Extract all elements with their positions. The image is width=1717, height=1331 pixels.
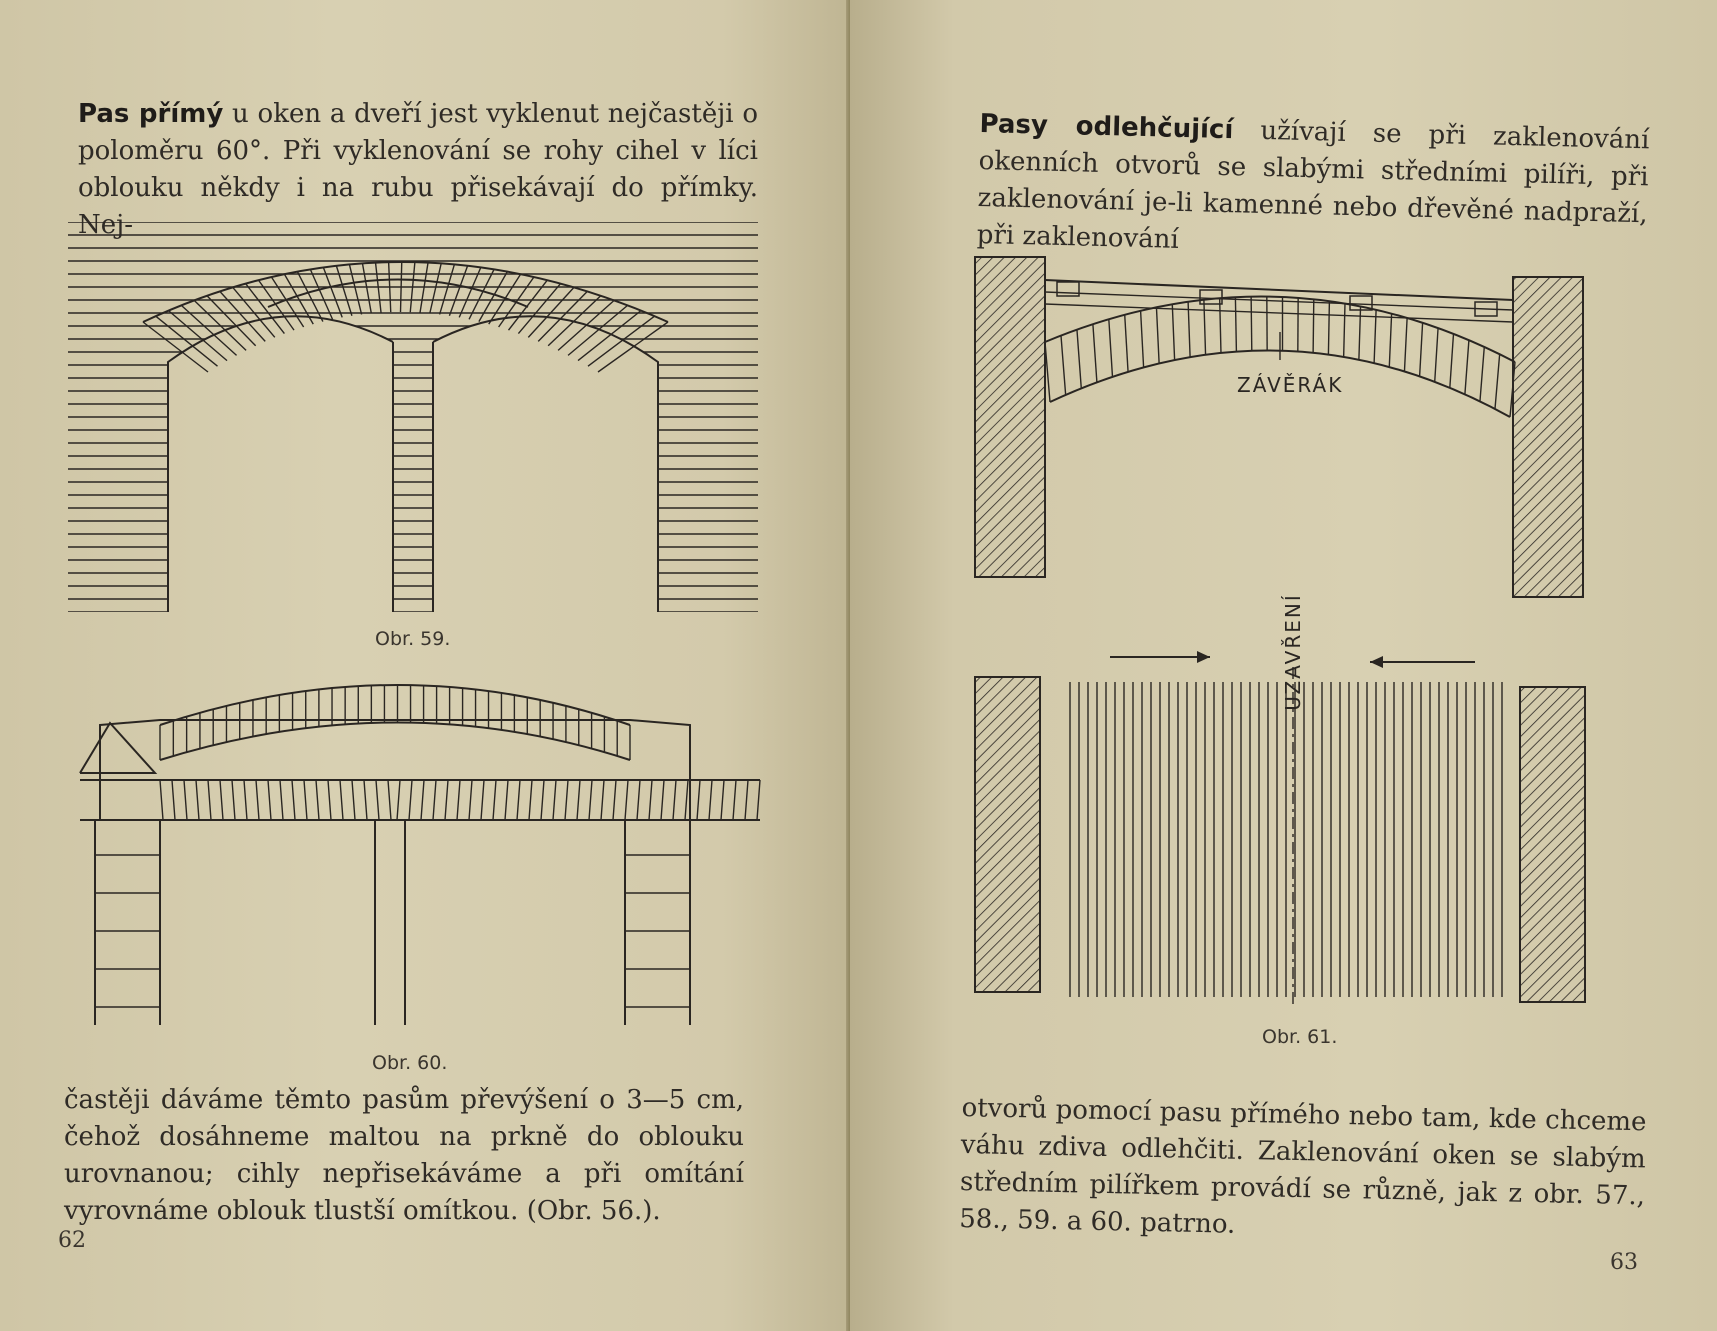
arrow-left-head — [1370, 656, 1383, 668]
hatch-line — [352, 780, 355, 820]
hatch-line — [578, 311, 641, 361]
hatch-line — [268, 780, 271, 820]
hatch-line — [577, 780, 580, 820]
hatch-line — [184, 780, 187, 820]
hatch-line — [517, 780, 520, 820]
hatch-line — [397, 780, 400, 820]
left-arch-intrados — [168, 316, 393, 612]
hatch-line — [589, 780, 592, 820]
hatch-line — [409, 780, 412, 820]
hatch-line — [208, 780, 211, 820]
hatch-line — [1495, 354, 1500, 409]
left-wall-elevation — [975, 257, 1045, 577]
left-springer — [80, 723, 155, 773]
closure-label: UZAVŘENÍ — [1281, 593, 1305, 711]
hatch-line — [1465, 340, 1469, 394]
hatch-line — [304, 780, 307, 820]
hatch-line — [1374, 310, 1376, 363]
hatch-line — [310, 269, 332, 319]
hatch-line — [169, 311, 227, 361]
hatch-line — [757, 780, 760, 820]
hatch-line — [625, 780, 628, 820]
hatch-line — [685, 780, 688, 820]
beam-end-1 — [1057, 282, 1079, 296]
hatch-line — [1435, 328, 1438, 382]
hatch-line — [196, 780, 199, 820]
hatch-line — [1109, 319, 1113, 377]
hatch-line — [232, 780, 235, 820]
hatch-line — [1404, 318, 1407, 371]
hatch-line — [256, 780, 259, 820]
hatch-line — [1141, 311, 1144, 368]
hatch-line — [430, 263, 441, 313]
middle-mullion-60 — [375, 820, 405, 1025]
left-top-text: u oken a dveří jest vyklenut nejčastěji o poloměru 60°. Při vyklenování se rohy cihel v líci oblouku někdy i na rubu přisekávají do přímky. Nej- — [78, 99, 758, 240]
hatch-line — [401, 262, 402, 312]
hatch-line — [364, 780, 367, 820]
hatch-line — [1251, 297, 1252, 351]
keystone-label: ZÁVĚRÁK — [1237, 373, 1344, 397]
hatch-line — [349, 264, 361, 314]
middle-pier — [393, 342, 433, 612]
hatch-line — [156, 316, 218, 366]
hatch-line — [481, 780, 484, 820]
hatch-line — [292, 780, 295, 820]
right-top-paragraph — [976, 106, 1649, 270]
jamb-courses-60 — [95, 855, 690, 1007]
right-jamb-60 — [625, 820, 690, 1025]
hatch-line — [1061, 336, 1066, 395]
hatch-line — [673, 780, 676, 820]
hatch-line — [1156, 307, 1159, 363]
figure-61 — [975, 252, 1635, 1022]
hatch-line — [316, 780, 319, 820]
page-number-right: 63 — [1610, 1250, 1638, 1275]
hatch-line — [362, 263, 371, 313]
hatch-line — [457, 780, 460, 820]
hatch-line — [1420, 323, 1423, 377]
hatch-line — [271, 277, 303, 327]
hatch-line — [493, 780, 496, 820]
figure-59-caption: Obr. 59. — [375, 628, 451, 650]
hatch-line — [697, 780, 700, 820]
hatch-line — [1125, 315, 1128, 372]
hatch-line — [459, 267, 481, 317]
left-page — [0, 0, 850, 1331]
hatch-line — [433, 780, 436, 820]
hatch-line — [565, 780, 568, 820]
figure-60-caption: Obr. 60. — [372, 1052, 448, 1074]
hatch-line — [709, 780, 712, 820]
hatch-line — [1093, 324, 1097, 382]
hatch-line — [220, 780, 223, 820]
hatch-line — [637, 780, 640, 820]
plan-courses-61 — [1070, 682, 1502, 997]
hatch-line — [421, 780, 424, 820]
hatch-line — [1389, 314, 1391, 367]
hatch-line — [529, 780, 532, 820]
hatch-line — [1359, 306, 1361, 359]
hatch-line — [721, 780, 724, 820]
hatch-line — [445, 780, 448, 820]
hatch-line — [1204, 300, 1206, 355]
left-jamb-60 — [95, 820, 160, 1025]
hatch-line — [244, 780, 247, 820]
hatch-line — [661, 780, 664, 820]
left-wall-plan — [975, 677, 1040, 992]
hatch-line — [553, 780, 556, 820]
hatch-line — [160, 780, 163, 820]
left-bottom-paragraph: častěji dáváme těmto pasům převýšení o 3—5 cm, čehož dosáhneme maltou na prkně do oblouku urovnanou; cihly nepřisekáváme a při omítání vyrovnáme oblouk tlustší omítkou. (Obr. 56.). — [64, 1085, 744, 1226]
hatch-line — [1344, 304, 1345, 357]
hatch-line — [745, 780, 748, 820]
hatch-line — [328, 780, 331, 820]
right-top-text: užívají se při zaklenování okenních otvorů se slabými středními pilíři, při zaklenování je-li kamenné nebo dřevěné nadpraží, při zaklenování — [976, 115, 1650, 255]
relieving-arch-60-inner — [160, 723, 630, 761]
hatch-line — [541, 780, 544, 820]
hatch-line — [649, 780, 652, 820]
hatch-line — [1328, 301, 1329, 354]
figure-59 — [68, 222, 758, 612]
hatch-line — [388, 780, 391, 820]
hatch-line — [1077, 330, 1081, 389]
hatch-line — [172, 780, 175, 820]
hatch-line — [297, 272, 323, 322]
arrow-right-head — [1197, 651, 1210, 663]
left-lead-bold: Pas přímý — [78, 99, 224, 129]
hatch-line — [1235, 297, 1236, 351]
hatch-line — [505, 780, 508, 820]
right-lead-bold: Pasy odlehčující — [979, 108, 1234, 146]
hatch-line — [613, 780, 616, 820]
right-wall-plan — [1520, 687, 1585, 1002]
right-wall-elevation — [1513, 277, 1583, 597]
right-bottom-paragraph: otvorů pomocí pasu přímého nebo tam, kde chceme váhu zdiva odlehčiti. Zaklenování oken se slabým středním pilířkem provádí se různě, jak z obr. 57., 58., 59. a 60. patrno. — [958, 1092, 1647, 1240]
hatch-line — [733, 780, 736, 820]
figure-60 — [80, 665, 760, 1025]
hatch-line — [376, 780, 379, 820]
hatch-line — [1172, 304, 1174, 360]
hatch-line — [1313, 299, 1314, 352]
hatch-line — [601, 780, 604, 820]
hatch-line — [588, 316, 655, 366]
figure-61-caption: Obr. 61. — [1262, 1026, 1338, 1048]
flat-arch-60 — [80, 780, 760, 820]
right-arch-intrados — [433, 316, 658, 612]
right-page — [850, 0, 1717, 1331]
page-number-left: 62 — [58, 1228, 86, 1253]
hatch-line — [1450, 334, 1454, 388]
voussoirs-60 — [160, 685, 760, 820]
hatch-line — [469, 780, 472, 820]
hatch-line — [1220, 298, 1221, 353]
hatch-line — [280, 780, 283, 820]
hatch-line — [1480, 347, 1484, 401]
hatch-line — [548, 296, 601, 346]
voussoirs-59 — [143, 262, 668, 372]
hatch-line — [340, 780, 343, 820]
